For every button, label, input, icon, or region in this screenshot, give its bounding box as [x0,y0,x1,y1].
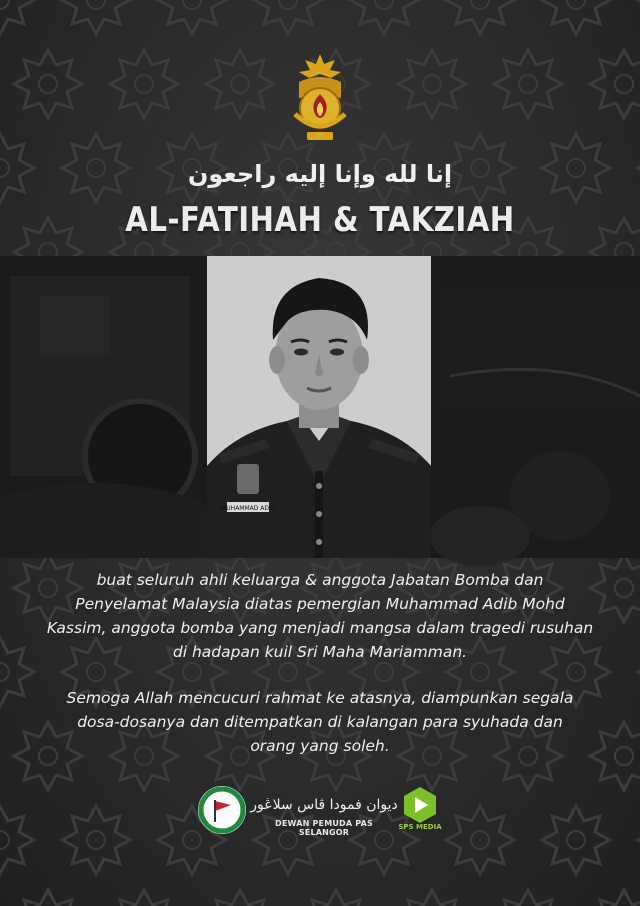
message-paragraph-1 [40,568,600,664]
footer-logos [0,785,640,841]
page-title: AL-FATIHAH & TAKZIAH [125,200,515,240]
pattern-star [62,134,130,202]
pattern-star [14,50,82,118]
message-line: Semoga Allah mencucuri rahmat ke atasnya, diampunkan segala [66,689,574,707]
fire-rescue-crest-icon [283,52,357,144]
pattern-star [446,0,514,34]
dewan-arabic-text: ديوان فمودا ڤاس سلاڠور [250,797,398,813]
arabic-verse-text: إنا لله وإنا إليه راجعون [187,160,453,188]
dewan-pemuda-seal-icon [197,785,247,835]
pattern-star [398,50,466,118]
message-line: Kassim, anggota bomba yang menjadi mangsa dalam tragedi rusuhan [46,619,594,637]
message-line: di hadapan kuil Sri Maha Mariamman. [172,643,468,661]
message-line: dosa-dosanya dan ditempatkan di kalangan para syuhada dan [77,713,563,731]
portrait-photo [207,256,431,558]
media-label: SPS MEDIA [398,823,442,831]
message-line: buat seluruh ahli keluarga & anggota Jabatan Bomba dan [96,571,544,589]
pattern-star [494,890,562,906]
pattern-star [206,890,274,906]
message-line: orang yang soleh. [250,737,390,755]
pattern-star [0,0,34,34]
pattern-star [254,0,322,34]
condolence-message [40,568,600,758]
dewan-pemuda-wordmark [250,789,398,837]
pattern-star [62,0,130,34]
pattern-star [542,0,610,34]
pattern-star [590,50,640,118]
pattern-star [0,638,34,706]
pattern-star [14,890,82,906]
pattern-star [158,0,226,34]
pattern-star [542,134,610,202]
pattern-star [494,50,562,118]
message-line: Penyelamat Malaysia diatas pemergian Muhammad Adib Mohd [75,595,565,613]
pattern-star [206,50,274,118]
pattern-star [110,50,178,118]
name-tag: MUHAMMAD ADIB [221,505,275,512]
message-paragraph-2 [40,686,600,758]
pattern-star [302,890,370,906]
arabic-verse-calligraphy [170,150,470,196]
pattern-star [398,890,466,906]
dewan-label: DEWAN PEMUDA PAS SELANGOR [275,819,373,837]
pattern-star [110,890,178,906]
pattern-star [350,0,418,34]
pattern-star [0,134,34,202]
dewan-arabic-calligraphy [250,789,398,817]
pattern-star [590,890,640,906]
